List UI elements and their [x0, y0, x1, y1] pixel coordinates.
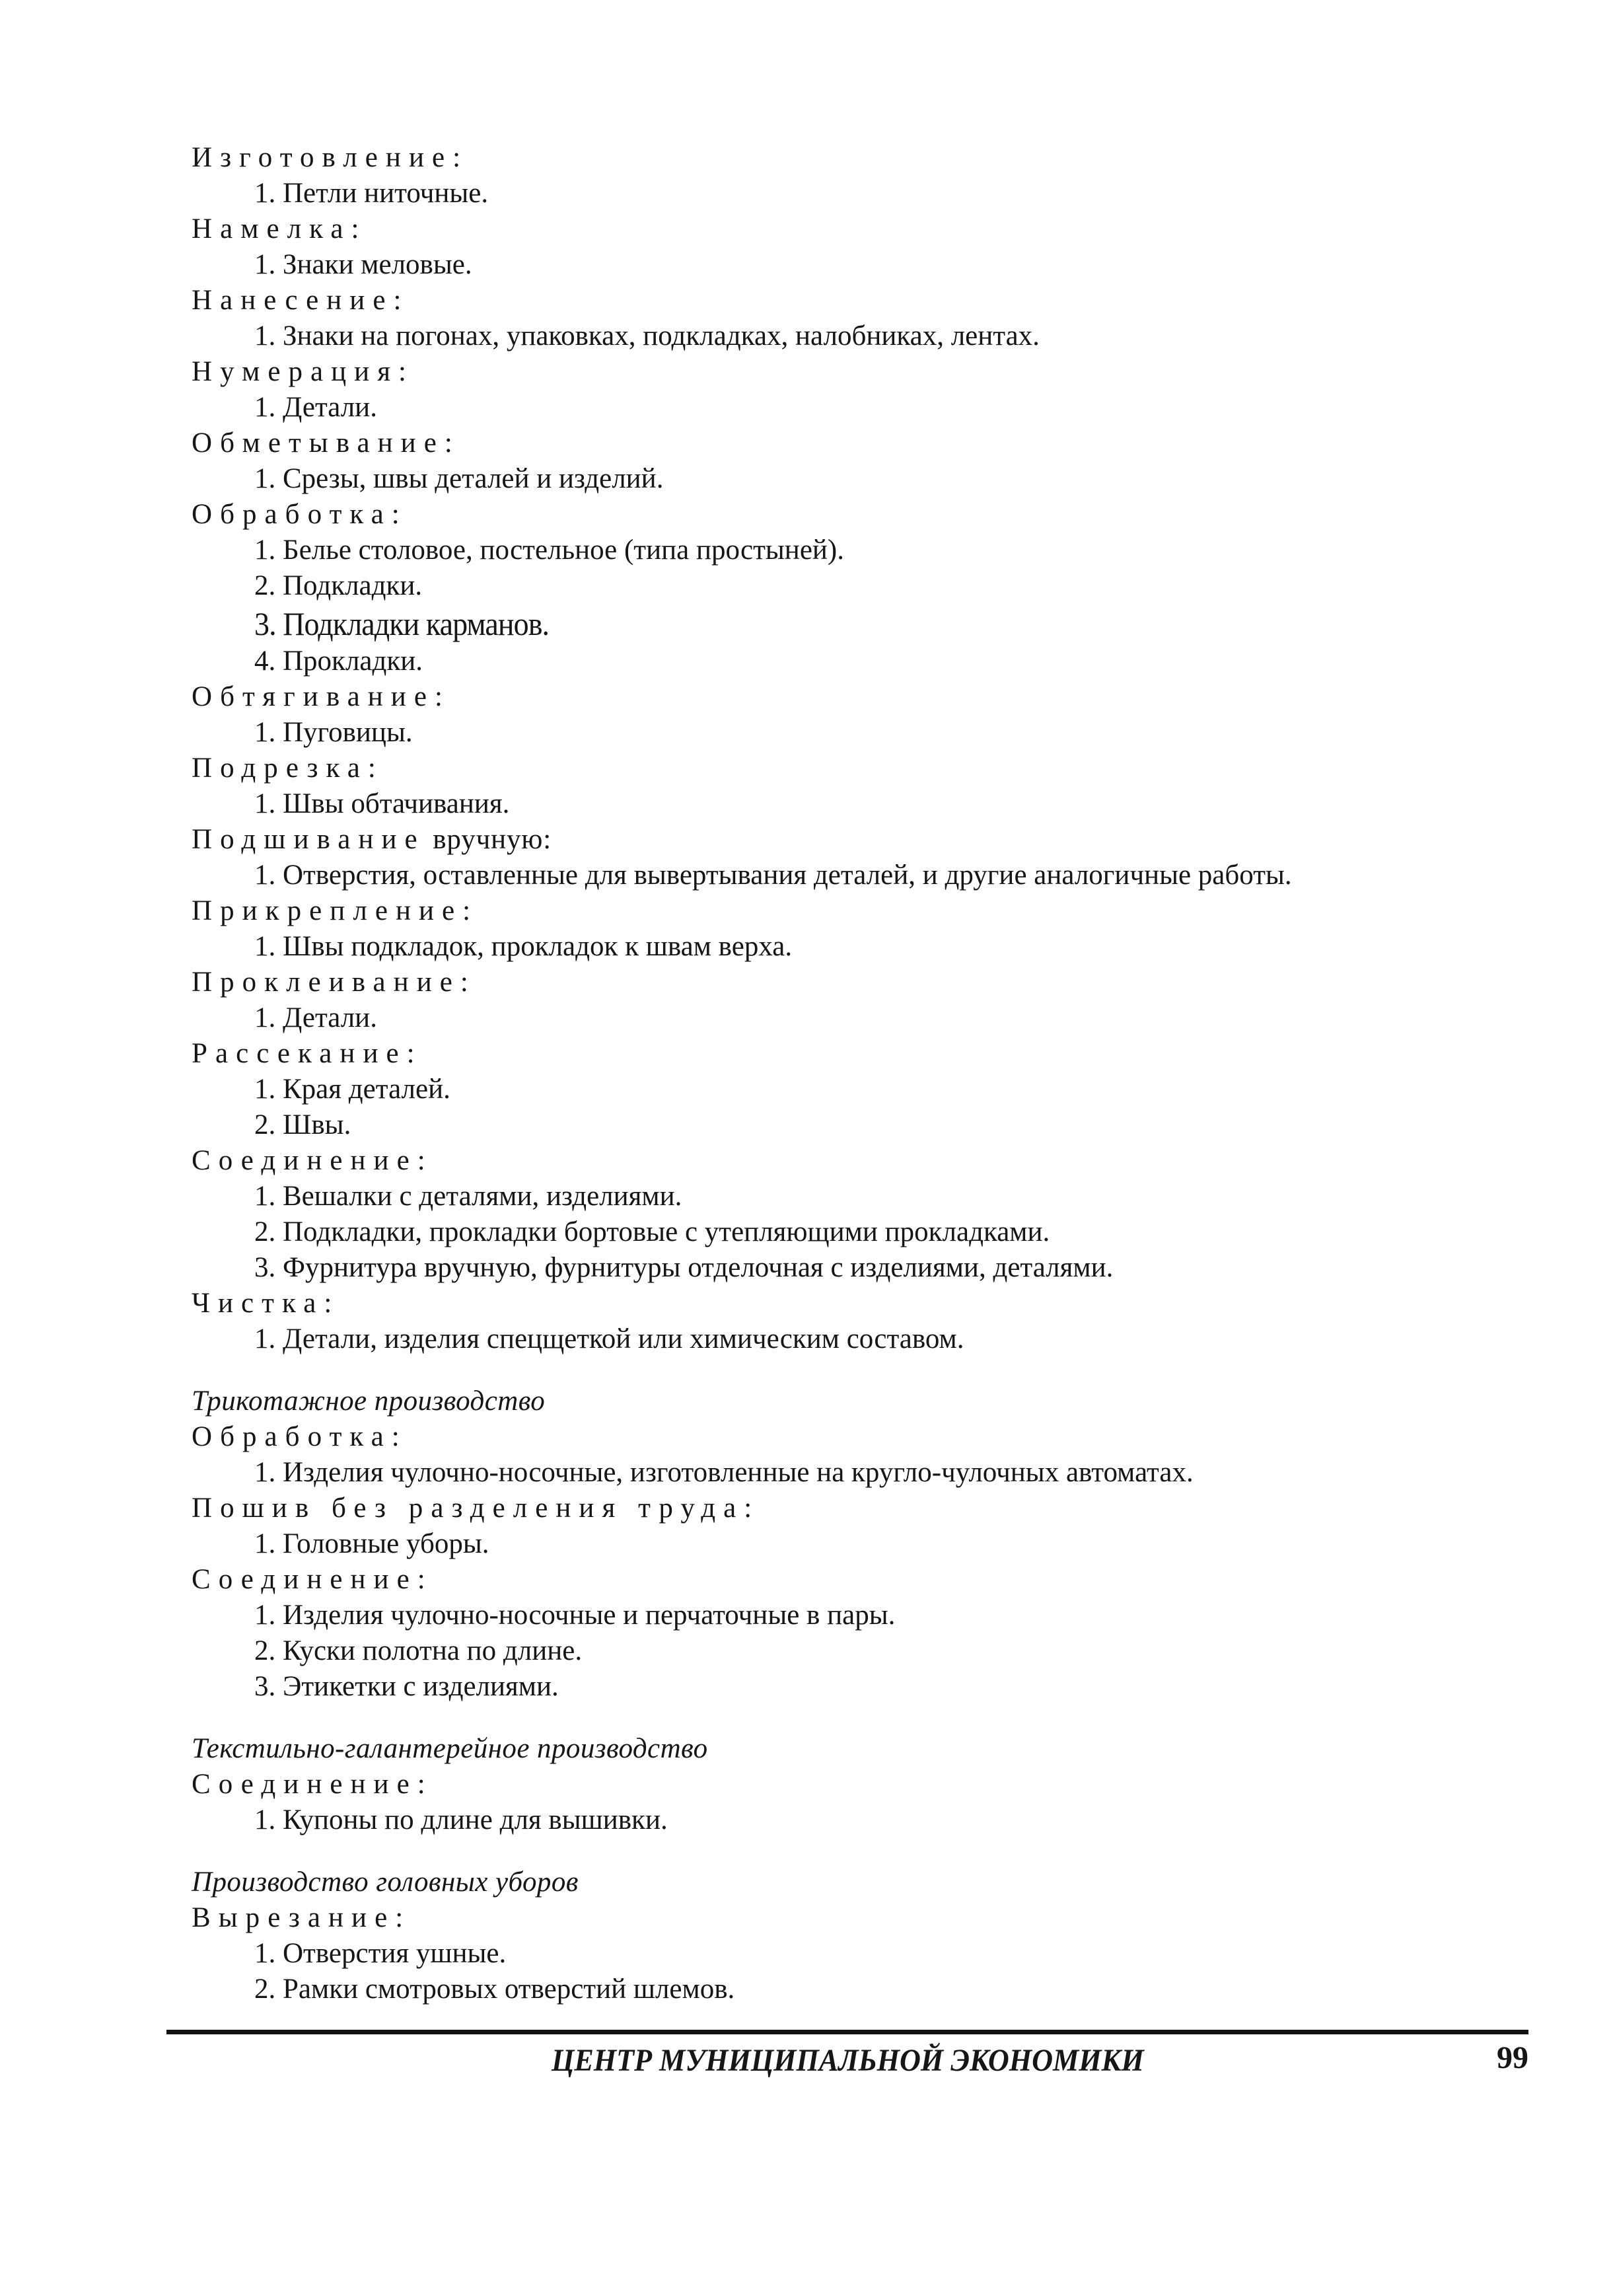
- line-text: 1. Отверстия ушные.: [254, 1938, 507, 1969]
- list-item-line: [0, 1214, 1611, 1250]
- term-line: [0, 1900, 1611, 1936]
- line-text: Прикрепление:: [192, 895, 479, 926]
- list-item-line: [0, 1107, 1611, 1143]
- term-line: [0, 822, 1611, 858]
- section-gap: [0, 1357, 1611, 1384]
- list-item-line: [0, 1072, 1611, 1107]
- line-text: Подшивание: [192, 824, 425, 855]
- line-text-plain: вручную:: [425, 824, 552, 855]
- line-text: Соединение:: [192, 1145, 433, 1176]
- line-text: Соединение:: [192, 1564, 433, 1595]
- line-text: 1. Петли ниточные.: [254, 178, 489, 209]
- term-line: [0, 354, 1611, 390]
- line-text: 1. Срезы, швы деталей и изделий.: [254, 463, 664, 494]
- term-line: [0, 1143, 1611, 1179]
- term-line: [0, 211, 1611, 247]
- list-item-line: [0, 1802, 1611, 1838]
- section-heading: [0, 1865, 1611, 1900]
- list-item-line: [0, 1633, 1611, 1669]
- line-text: Обметывание:: [192, 427, 460, 459]
- list-item-line: [0, 1321, 1611, 1357]
- list-item-line: [0, 461, 1611, 497]
- line-text: Рассекание:: [192, 1038, 423, 1069]
- term-line: [0, 965, 1611, 1000]
- section-gap: [0, 1838, 1611, 1865]
- line-text: 3. Фурнитура вручную, фурнитуры отделочная с изделиями, деталями.: [254, 1252, 1114, 1283]
- list-item-line: [0, 1936, 1611, 1972]
- term-line: [0, 1286, 1611, 1321]
- list-item-line: [0, 786, 1611, 822]
- line-text: 1. Детали.: [254, 1002, 377, 1033]
- line-text: Намелка:: [192, 213, 367, 244]
- line-text: 2. Рамки смотровых отверстий шлемов.: [254, 1974, 735, 2005]
- line-text: 1. Купоны по длине для вышивки.: [254, 1804, 668, 1835]
- line-text: 1. Пуговицы.: [254, 717, 413, 748]
- line-text: Вырезание:: [192, 1902, 412, 1933]
- line-text: Соединение:: [192, 1769, 433, 1800]
- list-item-line: [0, 568, 1611, 604]
- term-line: [0, 679, 1611, 715]
- line-text: Изготовление:: [192, 142, 469, 173]
- term-line: [0, 751, 1611, 786]
- line-text: 1. Отверстия, оставленные для вывертывания деталей, и другие аналогичные работы.: [254, 860, 1292, 891]
- list-item-line: [0, 176, 1611, 211]
- line-text: 1. Белье столовое, постельное (типа простыней).: [254, 535, 844, 566]
- line-text: 1. Вешалки с деталями, изделиями.: [254, 1181, 682, 1212]
- line-text: 1. Швы обтачивания.: [254, 788, 510, 819]
- document-body: [0, 140, 1611, 2007]
- line-text: 3. Подкладки карманов.: [254, 605, 550, 642]
- list-item-line: [0, 858, 1611, 893]
- footer-row: [166, 2034, 1528, 2079]
- list-item-line: [0, 247, 1611, 283]
- line-text: 2. Подкладки.: [254, 570, 423, 601]
- list-item-line: [0, 604, 1611, 644]
- line-text: Нумерация:: [192, 356, 415, 387]
- line-text: 3. Этикетки с изделиями.: [254, 1671, 559, 1702]
- list-item-line: [0, 533, 1611, 568]
- line-text: 1. Знаки меловые.: [254, 249, 472, 280]
- line-text: 2. Куски полотна по длине.: [254, 1635, 583, 1666]
- term-line: [0, 140, 1611, 176]
- list-item-line: [0, 715, 1611, 751]
- line-text: 2. Швы.: [254, 1109, 351, 1140]
- line-text: 1. Знаки на погонах, упаковках, подкладках, налобниках, лентах.: [254, 320, 1040, 352]
- section-gap: [0, 1705, 1611, 1731]
- line-text: Чистка:: [192, 1288, 340, 1319]
- section-heading: [0, 1731, 1611, 1767]
- term-line: [0, 426, 1611, 461]
- line-text: Нанесение:: [192, 285, 410, 316]
- line-text: 2. Подкладки, прокладки бортовые с утепляющими прокладками.: [254, 1216, 1050, 1247]
- list-item-line: [0, 929, 1611, 965]
- list-item-line: [0, 1669, 1611, 1705]
- line-text: Производство головных уборов: [192, 1867, 579, 1898]
- term-line: [0, 1036, 1611, 1072]
- footer-rule: [166, 2030, 1528, 2034]
- line-text: Проклеивание:: [192, 967, 476, 998]
- section-heading: [0, 1384, 1611, 1419]
- list-item-line: [0, 1526, 1611, 1562]
- line-text: Текстильно-галантерейное производство: [192, 1733, 708, 1764]
- term-line: [0, 1767, 1611, 1802]
- term-line: [0, 1419, 1611, 1455]
- line-text: 1. Детали, изделия спецщеткой или химическим составом.: [254, 1323, 964, 1354]
- list-item-line: [0, 644, 1611, 679]
- list-item-line: [0, 1455, 1611, 1491]
- line-text: 1. Головные уборы.: [254, 1528, 489, 1559]
- list-item-line: [0, 1250, 1611, 1286]
- footer-page-number: 99: [1497, 2040, 1528, 2075]
- line-text: Обработка:: [192, 1421, 408, 1452]
- term-line: [0, 1562, 1611, 1598]
- list-item-line: [0, 318, 1611, 354]
- term-line: [0, 1491, 1611, 1526]
- line-text: Пошив без разделения труда:: [192, 1493, 760, 1524]
- list-item-line: [0, 390, 1611, 426]
- line-text: 1. Швы подкладок, прокладок к швам верха.: [254, 931, 793, 962]
- term-line: [0, 497, 1611, 533]
- line-text: 1. Изделия чулочно-носочные и перчаточные в пары.: [254, 1600, 896, 1631]
- line-text: Обтягивание:: [192, 681, 450, 712]
- list-item-line: [0, 1000, 1611, 1036]
- list-item-line: [0, 1598, 1611, 1633]
- list-item-line: [0, 1972, 1611, 2007]
- term-line: [0, 283, 1611, 318]
- line-text: 4. Прокладки.: [254, 646, 423, 677]
- line-text: 1. Края деталей.: [254, 1074, 450, 1105]
- footer-org-name: ЦЕНТР МУНИЦИПАЛЬНОЙ ЭКОНОМИКИ: [551, 2043, 1144, 2078]
- line-text: 1. Изделия чулочно-носочные, изготовленные на кругло-чулочных автоматах.: [254, 1457, 1194, 1488]
- line-text: Подрезка:: [192, 753, 384, 784]
- list-item-line: [0, 1179, 1611, 1214]
- page-footer: [166, 2030, 1528, 2079]
- line-text: Трикотажное производство: [192, 1386, 546, 1417]
- line-text: 1. Детали.: [254, 392, 377, 423]
- term-line: [0, 893, 1611, 929]
- line-text: Обработка:: [192, 499, 408, 530]
